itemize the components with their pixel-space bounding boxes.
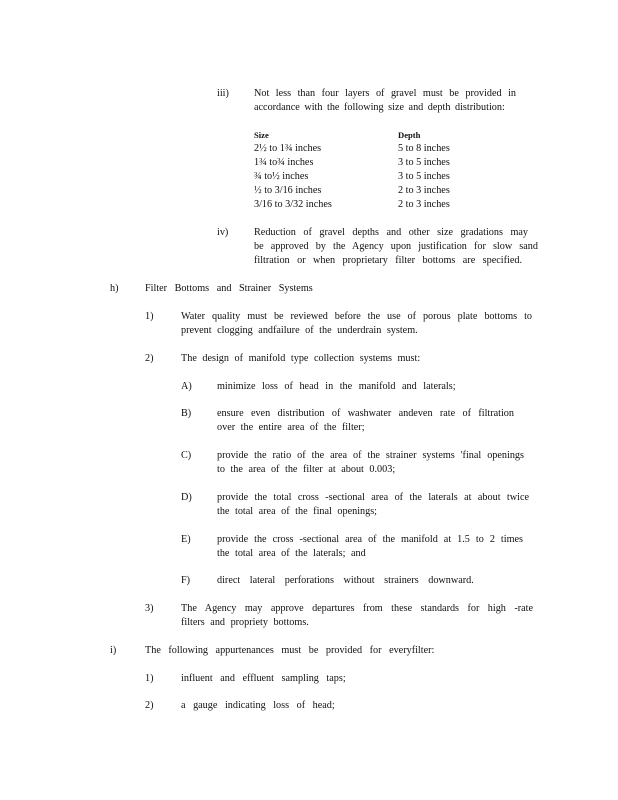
table-row-3-depth: 3 to 5 inches (398, 171, 450, 182)
item-iii-line2: accordance with the following size and depth distribution: (254, 102, 505, 113)
subitem-f-line1: direct lateral perforations without strainers downward. (217, 575, 474, 586)
h-item-3-marker: 3) (145, 603, 154, 614)
table-row-5-depth: 2 to 3 inches (398, 199, 450, 210)
subitem-a-marker: A) (181, 381, 192, 392)
i-item-2-text: a gauge indicating loss of head; (181, 700, 335, 711)
h-item-3-line2: filters and propriety bottoms. (181, 617, 309, 628)
table-row-1-size: 2½ to 1¾ inches (254, 143, 322, 154)
subitem-c-line2: to the area of the filter at about 0.003; (217, 464, 396, 475)
subitem-b-line2: over the entire area of the filter; (217, 422, 365, 433)
item-iv-line1: Reduction of gravel depths and other size gradations may (254, 227, 528, 238)
item-iii-marker: iii) (217, 88, 229, 99)
table-row-4-depth: 2 to 3 inches (398, 185, 450, 196)
item-iv-line2: be approved by the Agency upon justification for slow sand (254, 241, 538, 252)
section-i-marker: i) (110, 645, 117, 656)
subitem-a-line1: minimize loss of head in the manifold and laterals; (217, 381, 456, 392)
subitem-d-marker: D) (181, 492, 192, 503)
section-i-title: The following appurtenances must be provided for everyfilter: (145, 645, 435, 656)
subitem-e-line1: provide the cross -sectional area of the manifold at 1.5 to 2 times (217, 534, 523, 545)
h-item-1-line2: prevent clogging andfailure of the underdrain system. (181, 325, 418, 336)
item-iii-line1: Not less than four layers of gravel must be provided in (254, 88, 516, 99)
subitem-e-line2: the total area of the laterals; and (217, 548, 366, 559)
section-h-title: Filter Bottoms and Strainer Systems (145, 283, 313, 294)
h-item-2-line1: The design of manifold type collection systems must: (181, 353, 421, 364)
table-row-2-size: 1¾ to¾ inches (254, 157, 314, 168)
table-row-4-size: ½ to 3/16 inches (254, 185, 322, 196)
h-item-2-marker: 2) (145, 353, 154, 364)
size-column-header: Size (254, 130, 269, 140)
subitem-d-line2: the total area of the final openings; (217, 506, 378, 517)
h-item-1-line1: Water quality must be reviewed before the use of porous plate bottoms to (181, 311, 532, 322)
subitem-f-marker: F) (181, 575, 191, 586)
h-item-1-marker: 1) (145, 311, 154, 322)
section-h-marker: h) (110, 283, 119, 294)
subitem-b-marker: B) (181, 408, 192, 419)
table-row-1-depth: 5 to 8 inches (398, 143, 450, 154)
subitem-b-line1: ensure even distribution of washwater andeven rate of filtration (217, 408, 514, 419)
table-row-5-size: 3/16 to 3/32 inches (254, 199, 332, 210)
h-item-3-line1: The Agency may approve departures from these standards for high -rate (181, 603, 533, 614)
i-item-1-marker: 1) (145, 673, 154, 684)
i-item-1-text: influent and effluent sampling taps; (181, 673, 346, 684)
subitem-d-line1: provide the total cross -sectional area of the laterals at about twice (217, 492, 529, 503)
table-row-3-size: ¾ to½ inches (254, 171, 309, 182)
subitem-c-marker: C) (181, 450, 192, 461)
table-row-2-depth: 3 to 5 inches (398, 157, 450, 168)
subitem-e-marker: E) (181, 534, 191, 545)
subitem-c-line1: provide the ratio of the area of the strainer systems 'final openings (217, 450, 524, 461)
item-iv-marker: iv) (217, 227, 229, 238)
depth-column-header: Depth (398, 130, 421, 140)
item-iv-line3: filtration or when proprietary filter bottoms are specified. (254, 255, 522, 266)
i-item-2-marker: 2) (145, 700, 154, 711)
